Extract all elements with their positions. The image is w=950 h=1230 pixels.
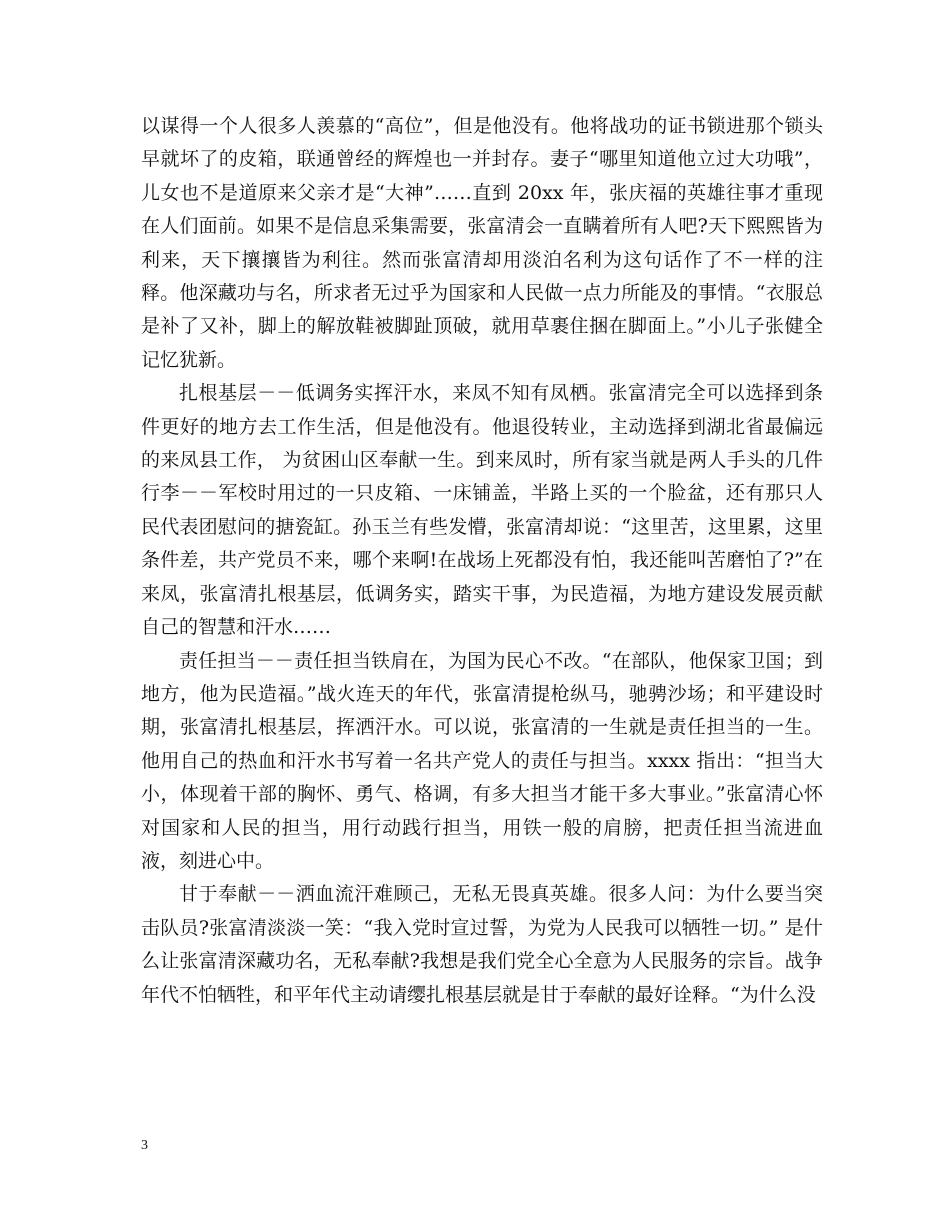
paragraph-2: 扎根基层－－低调务实挥汗水，来凤不知有凤栖。张富清完全可以选择到条件更好的地方去工作生活，但是他没有。他退役转业，主动选择到湖北省最偏远的来凤县工作， 为贫困山区奉献一生。到来凤时，所有家当就是两人手头的几件行李－－军校时用过的一只皮箱、一床铺盖，半路上买的一个脸盆，还有那只人民代表团慰问的搪瓷缸。孙玉兰有些发懵，张富清却说：“这里苦，这里累，这里条件差，共产党员不来，哪个来啊!在战场上死都没有怕，我还能叫苦磨怕了?”在来凤，张富清扎根基层，低调务实，踏实干事，为民造福，为地方建设发展贡献自己的智慧和汗水…… [141, 382, 823, 639]
paragraph-3: 责任担当－－责任担当铁肩在，为国为民心不改。“在部队，他保家卫国；到地方，他为民造福。”战火连天的年代，张富清提枪纵马，驰骋沙场；和平建设时期，张富清扎根基层，挥洒汗水。可以说，张富清的一生就是责任担当的一生。他用自己的热血和汗水书写着一名共产党人的责任与担当。xxxx 指出：“担当大小，体现着干部的胸怀、勇气、格调，有多大担当才能干多大事业。”张富清心怀对国家和人民的担当，用行动践行担当，用铁一般的肩膀，把责任担当流进血液，刻进心中。 [141, 649, 823, 872]
paragraph-1: 以谋得一个人很多人羡慕的“高位”，但是他没有。他将战功的证书锁进那个锁头早就坏了的皮箱，联通曾经的辉煌也一并封存。妻子“哪里知道他立过大功哦”，儿女也不是道原来父亲才是“大神”……直到 20xx 年，张庆福的英雄往事才重现在人们面前。如果不是信息采集需要，张富清会一直瞒着所有人吧?天下熙熙皆为利来，天下攘攘皆为利往。然而张富清却用淡泊名利为这句话作了不一样的注释。他深藏功与名，所求者无过乎为国家和人民做一点力所能及的事情。“衣服总是补了又补，脚上的解放鞋被脚趾顶破，就用草裹住捆在脚面上。”小儿子张健全记忆犹新。 [141, 115, 823, 371]
body-text [141, 110, 823, 1012]
paragraph-4: 甘于奉献－－洒血流汗难顾己，无私无畏真英雄。很多人问：为什么要当突击队员?张富清淡淡一笑：“我入党时宣过誓，为党为人民我可以牺牲一切。” 是什么让张富清深藏功名，无私奉献?我想是我们党全心全意为人民服务的宗旨。战争年代不怕牺牲，和平年代主动请缨扎根基层就是甘于奉献的最好诠释。“为什么没 [141, 883, 823, 1006]
page-number: 3 [141, 1138, 148, 1153]
